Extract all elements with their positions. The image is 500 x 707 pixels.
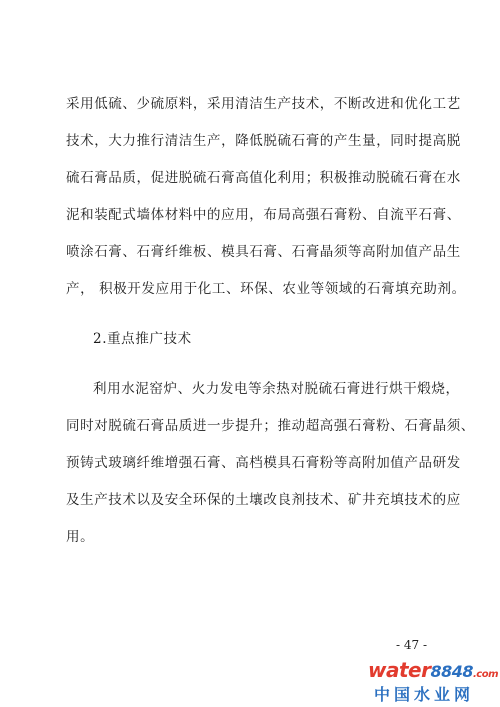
paragraph1-line-2: 技术，大力推行清洁生产，降低脱硫石膏的产生量，同时提高脱: [66, 133, 461, 149]
paragraph1-line-1: 采用低硫、少硫原料，采用清洁生产技术，不断改进和优化工艺: [66, 96, 461, 112]
paragraph2-line-4: 及生产技术以及安全环保的土壤改良剂技术、矿井充填技术的应: [66, 492, 461, 508]
paragraph1-line-3: 硫石膏品质，促进脱硫石膏高值化利用；积极推动脱硫石膏在水: [66, 170, 461, 186]
paragraph1-line-6: 产， 积极开发应用于化工、环保、农业等领域的石膏填充助剂。: [66, 281, 466, 297]
paragraph1-line-4: 泥和装配式墙体材料中的应用，布局高强石膏粉、自流平石膏、: [66, 207, 461, 223]
paragraph2-line-1: 利用水泥窑炉、火力发电等余热对脱硫石膏进行烘干煅烧，: [93, 381, 460, 397]
watermark-site-name: 中国水业网: [374, 685, 475, 704]
paragraph2-line-3: 预铸式玻璃纤维增强石膏、高档模具石膏粉等高附加值产品研发: [66, 455, 461, 471]
paragraph2-line-2: 同时对脱硫石膏品质进一步提升；推动超高强石膏粉、石膏晶须、: [66, 418, 475, 434]
section-heading: 2.重点推广技术: [93, 331, 192, 347]
watermark-brand: [368, 658, 498, 682]
watermark-logo: [368, 658, 498, 704]
page-number: - 47 -: [396, 638, 428, 652]
paragraph2-line-5: 用。: [66, 529, 95, 545]
watermark-brand-word: water: [368, 658, 431, 682]
watermark-brand-number: 8848: [430, 662, 473, 681]
paragraph1-line-5: 喷涂石膏、石膏纤维板、模具石膏、石膏晶须等高附加值产品生: [66, 244, 461, 260]
watermark-brand-suffix: .com: [473, 669, 499, 680]
